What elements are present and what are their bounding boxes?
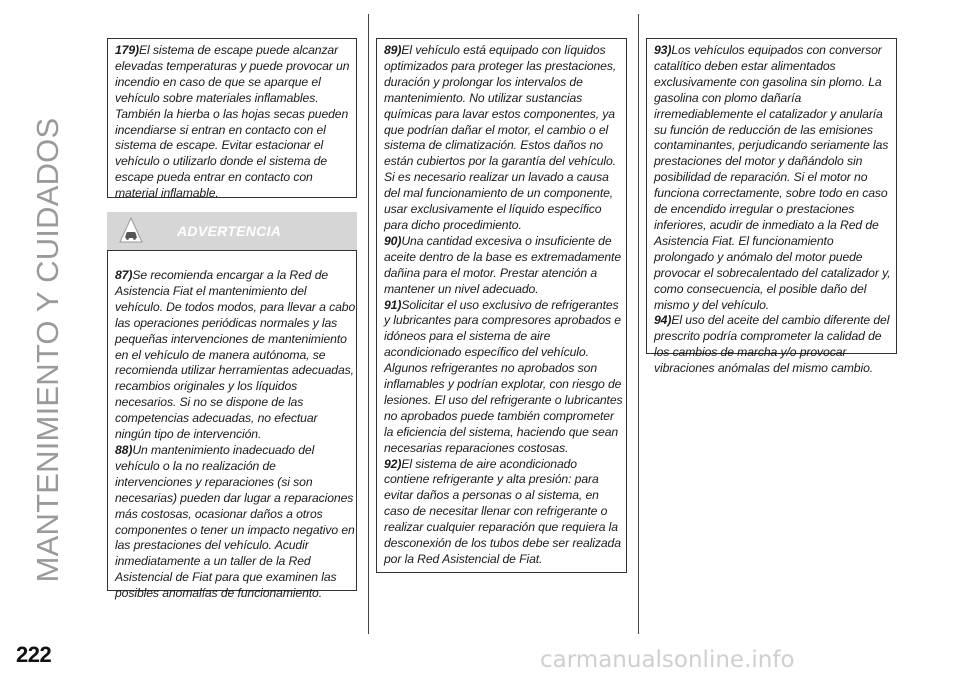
note-number: 88): [115, 442, 133, 457]
column-divider: [368, 14, 369, 634]
page-number: 222: [16, 642, 52, 667]
car-warning-icon: [119, 217, 143, 244]
note-number: 90): [384, 233, 402, 248]
note-paragraph: [115, 43, 355, 202]
note-number: 94): [654, 313, 672, 328]
watermark: carmanualsonline.info: [540, 647, 795, 673]
note-number: 93): [654, 43, 672, 57]
note-text: Un mantenimiento inadecuado del vehículo o la no realización de intervenciones y reparaciones (si son necesarias) pueden dar lugar a reparaciones más costosas, ocasionar daños a otros componentes o tener un impacto negativo en las prestaciones del vehículo. Acudir inmediatamente a un taller de la Red Asistencial de Fiat para que examinen las posibles anomalías de funcionamiento.: [115, 442, 355, 601]
note-number: 92): [384, 456, 402, 471]
note-box-fluids: [376, 38, 627, 573]
warning-header: [107, 212, 357, 250]
warning-paragraph: [115, 268, 356, 602]
note-text: El vehículo está equipado con líquidos optimizados para proteger las prestaciones, duración y prolongar los intervalos de mantenimiento. No utilizar sustancias químicas para lavar estos componentes, ya que podrían dañar el motor, el cambio o el sistema de climatización. Estos daños no están cubiertos por la garantía del vehículo. Si es necesario realizar un lavado a causa del mal funcionamiento de un componente, usar exclusivamente el líquido específico para dicho procedimiento.: [384, 43, 617, 232]
note-text: Se recomienda encargar a la Red de Asistencia Fiat el mantenimiento del vehículo. De todos modos, para llevar a cabo las operaciones periódicas normales y las pequeñas intervenciones de mantenimiento en el vehículo de manera autónoma, se recomienda utilizar herramientas adecuadas, recambios originales y los líquidos necesarios. Si no se dispone de las competencias adecuadas, no efectuar ningún tipo de intervención.: [115, 268, 356, 442]
note-text: Una cantidad excesiva o insuficiente de aceite dentro de la base es extremadamente dañina para el motor. Prestar atención a mantener un nivel adecuado.: [384, 233, 621, 296]
warning-box: [107, 250, 357, 601]
note-number: 91): [384, 297, 402, 312]
section-title-text: MANTENIMIENTO Y CUIDADOS: [30, 117, 65, 583]
note-paragraph: [654, 43, 895, 377]
note-text: El sistema de escape puede alcanzar elevadas temperaturas y puede provocar un incendio en caso de que se aparque el vehículo sobre materiales inflamables. También la hierba o las hojas secas pueden incendiarse si entran en contacto con el sistema de escape. Evitar estacionar el vehículo o utilizarlo donde el sistema de escape pueda entrar en contacto con material inflamable.: [115, 43, 350, 201]
note-box-exhaust: [107, 38, 357, 201]
note-text: El sistema de aire acondicionado contiene refrigerante y alta presión: para evitar daños a personas o al sistema, en caso de necesitar llenar con refrigerante o realizar cualquier reparación que requiera la desconexión de los tubos debe ser realizada por la Red Asistencial de Fiat.: [384, 456, 621, 566]
warning-title: ADVERTENCIA: [177, 223, 282, 239]
note-text: El uso del aceite del cambio diferente del prescrito podría comprometer la calidad de los cambios de marcha y/o provocar vibraciones anómalas del mismo cambio.: [654, 313, 890, 376]
note-text: Los vehículos equipados con conversor catalítico deben estar alimentados exclusivamente con gasolina sin plomo. La gasolina con plomo dañaría irremediablemente el catalizador y anularía su función de reducción de las emisiones contaminantes, perjudicando seriamente las prestaciones del motor y dañándolo sin posibilidad de reparación. Si el motor no funciona correctamente, sobre todo en caso de encendido irregular o prestaciones inferiores, acudir de inmediato a la Red de Asistencia Fiat. El funcionamiento prolongado y anómalo del motor puede provocar el sobrecalentado del catalizador y, como consecuencia, el posible daño del mismo y del vehículo.: [654, 43, 891, 312]
note-box-catalyst: [646, 38, 897, 376]
column-divider: [638, 14, 639, 634]
note-text: Solicitar el uso exclusivo de refrigerantes y lubricantes para compresores aprobados e idóneos para el sistema de aire acondicionado específico del vehículo. Algunos refrigerantes no aprobados son inflamables y podrían explotar, con riesgo de lesiones. El uso del refrigerante o lubricantes no aprobados puede también comprometer la eficiencia del sistema, haciendo que sean necesarias reparaciones costosas.: [384, 297, 623, 455]
note-number: 89): [384, 43, 402, 57]
note-number: 179): [115, 43, 139, 57]
note-paragraph: [384, 43, 624, 568]
note-number: 87): [115, 268, 133, 282]
